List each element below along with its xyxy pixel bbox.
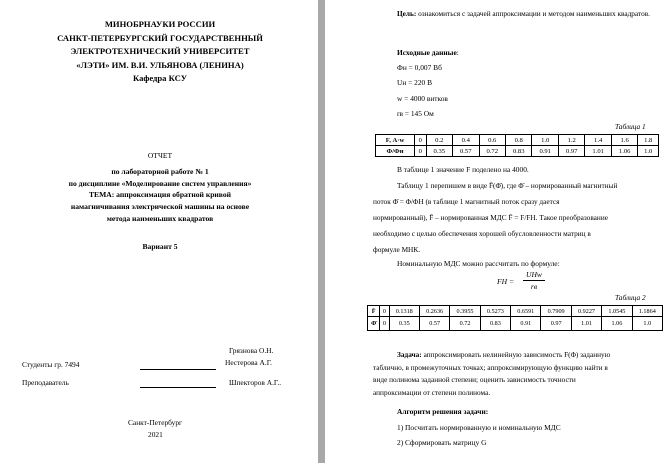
content-page [325, 0, 666, 463]
topic-line-2: намагничивания электрической машины на основе [70, 202, 250, 212]
teacher-name: Шпекторов А.Г.. [229, 378, 282, 387]
table-cell: 0.35 [426, 146, 452, 157]
variant-label: Вариант 5 [142, 241, 178, 251]
table1-header-phi: Ф/Фн [376, 146, 415, 157]
table-cell: 0.97 [541, 317, 571, 331]
table-cell: 0.2 [426, 135, 452, 146]
para-line-3: нормированный), F̄ – нормированная МДС F̄ = F/FН. Такое преобразование [373, 213, 608, 222]
para-line-5: формуле МНК. [373, 245, 421, 254]
city-label: Санкт-Петербург [128, 418, 183, 427]
table-cell: 1.0 [638, 146, 659, 157]
task-text-1: аппроксимировать нелинейную зависимость F(Φ) заданную [423, 350, 611, 359]
ministry-line: МИНОБРНАУКИ РОССИИ [104, 19, 216, 29]
table-cell: 1.2 [558, 135, 584, 146]
para-line-1: Таблицу 1 перепишем в виде F̄(Φ̄), где Φ̄ – нормированный магнитный [397, 181, 618, 190]
normalization-paragraph [373, 178, 657, 258]
title-page [0, 0, 318, 463]
formula-numerator: UНw [525, 270, 543, 279]
table-cell: 1.4 [585, 135, 611, 146]
student-signature-line [140, 369, 216, 370]
table1-row-f [376, 135, 659, 146]
topic-line-3: метода наименьших квадратов [106, 213, 214, 223]
department-line: Кафедра КСУ [132, 73, 188, 84]
report-title: ОТЧЕТ [147, 151, 173, 160]
table2-header-f: F̄ [368, 306, 380, 317]
formula-fraction-bar [523, 280, 545, 281]
table-cell: 0 [380, 306, 389, 317]
university-line-1: САНКТ-ПЕТЕРБУРГСКИЙ ГОСУДАРСТВЕННЫЙ [57, 32, 263, 43]
table-cell: 0.91 [532, 146, 558, 157]
table-cell: 0.35 [389, 317, 419, 331]
table-cell: 0.57 [453, 146, 479, 157]
table-cell: 0.83 [505, 146, 531, 157]
para-line-2: поток Φ̄ = Φ/ΦН (в таблице 1 магнитный поток сразу дается [373, 197, 560, 206]
goal-paragraph [373, 8, 657, 20]
table-cell: 0.1318 [389, 306, 419, 317]
table1-header-f: F, А·w [376, 135, 415, 146]
table-cell: 1.06 [602, 317, 632, 331]
table-cell: 1.01 [585, 146, 611, 157]
source-title-text: Исходные данные [397, 48, 457, 57]
table-cell: 0.3955 [450, 306, 480, 317]
algorithm-step-1: 1) Посчитать нормированную и номинальную МДС [397, 423, 561, 432]
table-cell: 0.8 [505, 135, 531, 146]
year-label: 2021 [148, 430, 163, 439]
table1-note: В таблице 1 значение F поделено на 4000. [397, 165, 529, 174]
table-cell: 1.6 [611, 135, 637, 146]
university-header [20, 18, 300, 86]
university-line-2: ЭЛЕКТРОТЕХНИЧЕСКИЙ УНИВЕРСИТЕТ [70, 46, 250, 57]
task-line-2: таблично, в промежуточных точках; аппроксимирующую функцию найти в [373, 362, 608, 372]
source-item-turns: w = 4000 витков [397, 94, 448, 103]
table-cell: 0.4 [453, 135, 479, 146]
source-title-colon: : [456, 48, 459, 57]
task-line-1 [373, 349, 657, 362]
table1-caption: Таблица 1 [615, 122, 646, 131]
algorithm-title: Алгоритм решения задачи: [397, 407, 489, 416]
source-item-flux: Фн = 0,007 Вб [397, 63, 442, 72]
table2-caption: Таблица 2 [615, 293, 646, 302]
topic-line-1: ТЕМА: аппроксимация обратной кривой [88, 190, 232, 200]
formula-denominator: rв [530, 282, 538, 291]
task-paragraph [373, 349, 657, 399]
table-cell: 1.0545 [602, 306, 632, 317]
report-discipline-line: по дисциплине «Моделирование систем управления» [68, 178, 252, 188]
table-cell: 0.57 [419, 317, 449, 331]
task-label: Задача: [397, 350, 422, 359]
table-cell: 0.6591 [511, 306, 541, 317]
table-cell: 0.9227 [571, 306, 601, 317]
table-cell: 1.06 [611, 146, 637, 157]
teacher-label: Преподаватель [22, 378, 69, 387]
algorithm-step-2: 2) Сформировать матрицу G [397, 438, 487, 447]
source-item-voltage: Uн = 220 В [397, 78, 433, 87]
table-cell: 1.1864 [632, 306, 662, 317]
source-item-resistance: rв = 145 Ом [397, 109, 434, 118]
table-cell: 1.0 [532, 135, 558, 146]
table-cell: 0.83 [480, 317, 510, 331]
table1 [375, 134, 659, 157]
teacher-signature-line [140, 387, 216, 388]
source-data-title [397, 48, 459, 58]
university-line-3: «ЛЭТИ» ИМ. В.И. УЛЬЯНОВА (ЛЕНИНА) [76, 59, 244, 70]
task-line-4: аппроксимации от степени полинома. [373, 387, 491, 397]
report-lab-line: по лабораторной работе № 1 [111, 166, 209, 176]
table2 [367, 305, 663, 331]
table-cell: 1.0 [632, 317, 662, 331]
table1-row-phi [376, 146, 659, 157]
table-cell: 1.8 [638, 135, 659, 146]
table-cell: 0.7909 [541, 306, 571, 317]
goal-label: Цель: [397, 9, 417, 18]
formula-lhs: FН = [497, 277, 515, 286]
table-cell: 0.91 [511, 317, 541, 331]
table-cell: 0 [380, 317, 389, 331]
task-line-3: виде полинома заданной степени; оценить зависимость точности [373, 375, 576, 384]
table-cell: 1.01 [571, 317, 601, 331]
table-cell: 0.72 [479, 146, 505, 157]
table-cell: 0 [415, 146, 426, 157]
student-name-2: Нестерова А.Г. [225, 358, 272, 367]
para-line-4: необходимо с целью обеспечения хорошей обусловленности матриц в [373, 229, 591, 238]
table2-row-phi [368, 317, 663, 331]
table-cell: 0.6 [479, 135, 505, 146]
goal-text: ознакомиться с задачей аппроксимации и методом наименьших квадратов. [418, 9, 650, 18]
table-cell: 0 [415, 135, 426, 146]
table-cell: 0.72 [450, 317, 480, 331]
report-block [20, 150, 300, 253]
student-label: Студенты гр. 7494 [22, 360, 80, 369]
table2-row-f [368, 306, 663, 317]
nominal-text: Номинальную МДС можно рассчитать по формуле: [397, 259, 560, 268]
student-name-1: Грязнова О.Н. [229, 346, 274, 355]
table-cell: 0.2636 [419, 306, 449, 317]
table2-header-phi: Φ̄ [368, 317, 380, 331]
table-cell: 0.5273 [480, 306, 510, 317]
table-cell: 0.97 [558, 146, 584, 157]
